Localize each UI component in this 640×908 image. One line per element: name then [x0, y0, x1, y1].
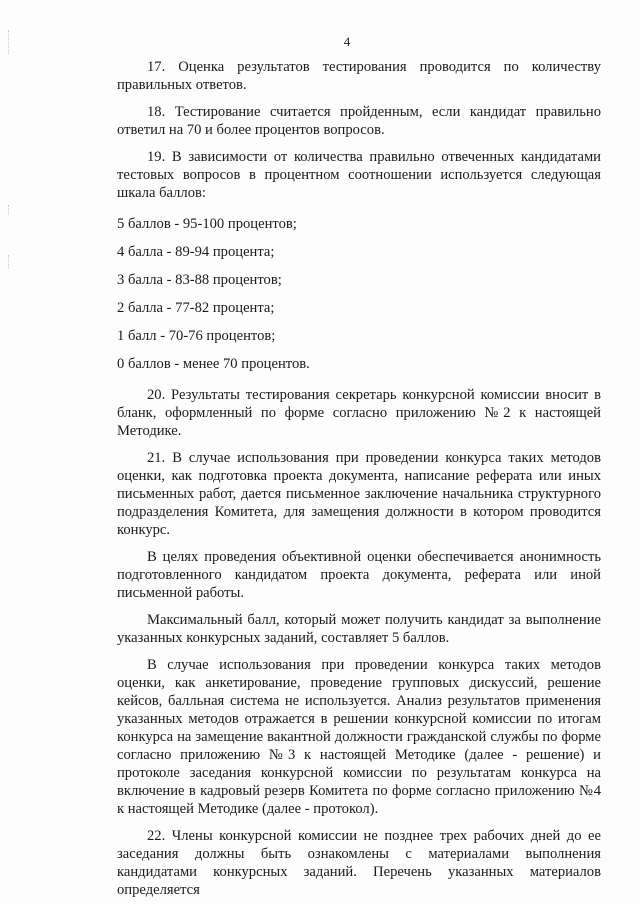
- scale-item: 2 балла - 77-82 процента;: [117, 300, 275, 316]
- margin-mark: [8, 205, 11, 215]
- paragraph-18: 18. Тестирование считается пройденным, если кандидат правильно ответил на 70 и более процентов вопросов.: [117, 104, 601, 138]
- scale-item: 0 баллов - менее 70 процентов.: [117, 356, 310, 372]
- paragraph-21-max-score: Максимальный балл, который может получить кандидат за выполнение указанных конкурсных заданий, составляет 5 баллов.: [117, 612, 601, 646]
- paragraph-22: 22. Члены конкурсной комиссии не позднее трех рабочих дней до ее заседания должны быть ознакомлены с материалами выполнения кандидатами конкурсных заданий. Перечень указанных материалов определяется: [117, 828, 601, 898]
- scale-item: 3 балла - 83-88 процентов;: [117, 272, 282, 288]
- paragraph-21-anonymity: В целях проведения объективной оценки обеспечивается анонимность подготовленного кандидатом проекта документа, реферата или иной письменной работы.: [117, 549, 601, 601]
- document-body: [117, 58, 601, 908]
- page-number: 4: [343, 34, 351, 49]
- scale-item: 5 баллов - 95-100 процентов;: [117, 216, 297, 232]
- paragraph-19: 19. В зависимости от количества правильно отвеченных кандидатами тестовых вопросов в процентном соотношении используется следующая шкала баллов:: [117, 149, 601, 201]
- scale-item: 1 балл - 70-76 процентов;: [117, 328, 276, 344]
- paragraph-21: 21. В случае использования при проведении конкурса таких методов оценки, как подготовка проекта документа, написание реферата или иных письменных работ, дается письменное заключение начальника структурного подразделения Комитета, для замещения должности в котором проводится конкурс.: [117, 450, 601, 538]
- paragraph-17: 17. Оценка результатов тестирования проводится по количеству правильных ответов.: [117, 59, 601, 93]
- scale-item: 4 балла - 89-94 процента;: [117, 244, 275, 260]
- paragraph-20: 20. Результаты тестирования секретарь конкурсной комиссии вносит в бланк, оформленный по форме согласно приложению №2 к настоящей Методике.: [117, 387, 601, 439]
- margin-mark: [8, 30, 11, 54]
- margin-mark: [8, 255, 11, 269]
- paragraph-21-other-methods: В случае использования при проведении конкурса таких методов оценки, как анкетирование, проведение групповых дискуссий, решение кейсов, балльная система не используется. Анализ результатов применения указанных методов отражается в решении конкурсной комиссии по итогам конкурса на замещение вакантной должности гражданской службы по форме согласно приложению №3 к настоящей Методике (далее - решение) и протоколе заседания конкурсной комиссии по результатам конкурса на включение в кадровый резерв Комитета по форме согласно приложению №4 к настоящей Методике (далее - протокол).: [117, 657, 601, 817]
- score-scale: [117, 211, 601, 382]
